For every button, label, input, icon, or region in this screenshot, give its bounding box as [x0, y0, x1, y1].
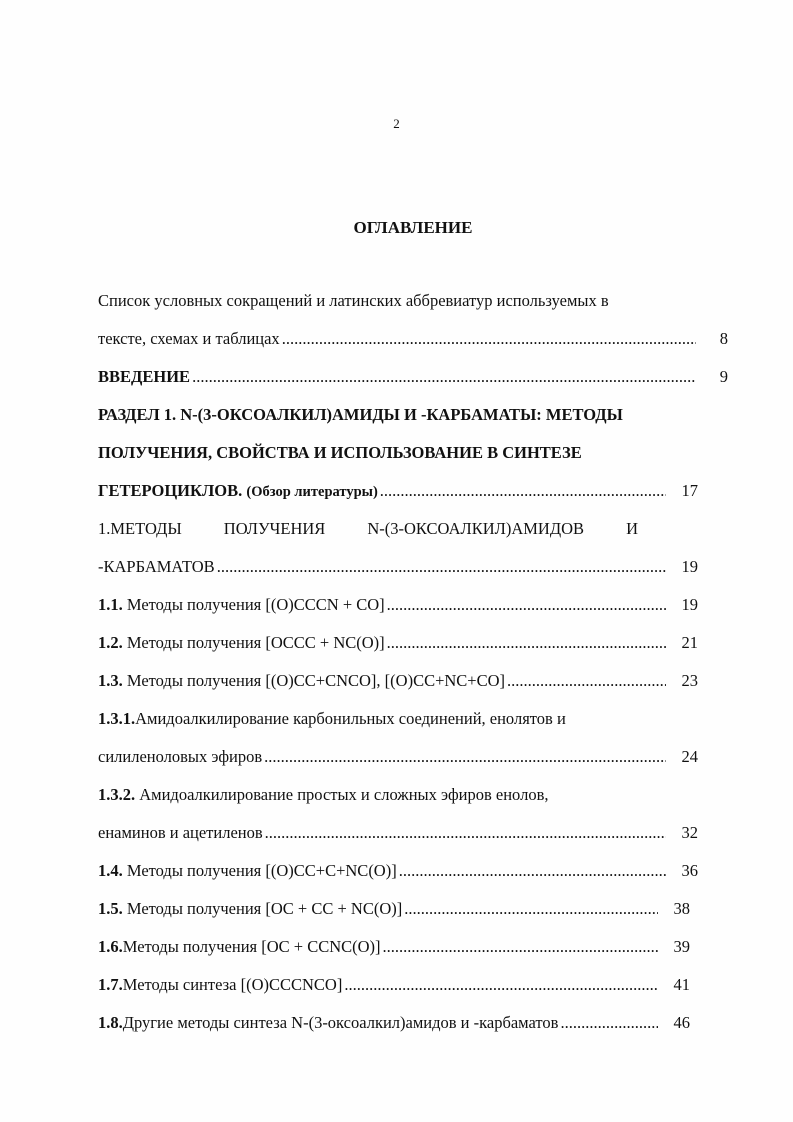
dot-leader	[399, 852, 666, 890]
toc-entry-text: Методы получения [OC + CC + NC(O)]	[126, 899, 403, 918]
word: N-(3-ОКСОАЛКИЛ)АМИДОВ	[367, 519, 585, 538]
word: И	[626, 519, 638, 538]
toc-entry-number: 1.5.	[98, 899, 123, 918]
toc-entry-1-6[interactable]	[98, 928, 690, 966]
toc-entry-page: 8	[719, 329, 728, 348]
toc-entry-1-3[interactable]	[98, 662, 698, 700]
toc-entry-section1-line1: РАЗДЕЛ 1. N-(3-ОКСОАЛКИЛ)АМИДЫ И -КАРБАМАТЫ: МЕТОДЫ	[98, 405, 623, 424]
toc-entry-1-7[interactable]	[98, 966, 690, 1004]
toc-entry-page: 36	[681, 861, 698, 880]
toc-entry-text-bold: ГЕТЕРОЦИКЛОВ.	[98, 481, 243, 500]
toc-entry-text: (Обзор литературы)	[246, 484, 378, 500]
dot-leader	[383, 928, 658, 966]
toc-entry-text-line1: Амидоалкилирование простых и сложных эфиров енолов,	[139, 785, 549, 804]
toc-entry-text: ВВЕДЕНИЕ	[98, 367, 191, 386]
toc-entry-text: Методы получения [(O)CCCN + CO]	[126, 595, 385, 614]
toc-entry-number: 1.2.	[98, 633, 123, 652]
toc-entry-text: силиленоловых эфиров	[98, 747, 263, 766]
toc-entry-number: 1.6.	[98, 937, 123, 956]
toc-entry-section1[interactable]	[98, 472, 698, 510]
dot-leader	[282, 320, 696, 358]
toc-entry-page: 21	[681, 633, 698, 652]
word: ПОЛУЧЕНИЯ	[223, 519, 326, 538]
dot-leader	[264, 738, 666, 776]
dot-leader	[192, 358, 696, 396]
toc-entry-page: 32	[681, 823, 698, 842]
toc-entry-number: 1.8.	[98, 1013, 123, 1032]
dot-leader	[217, 548, 666, 586]
toc-entry-number: 1.3.2.	[98, 785, 136, 804]
page-title: ОГЛАВЛЕНИЕ	[353, 218, 473, 237]
dot-leader	[344, 966, 658, 1004]
toc-entry-1-4[interactable]	[98, 852, 698, 890]
page-number: 2	[393, 116, 400, 131]
toc-entry-text: енаминов и ацетиленов	[98, 823, 263, 842]
toc-entry-text: Методы получения [OCCC + NC(O)]	[126, 633, 385, 652]
toc-entry-1-3-2-line1	[98, 776, 728, 814]
toc-entry-number: 1.7.	[98, 975, 123, 994]
toc-entry-page: 39	[673, 937, 690, 956]
toc-entry-number: 1.3.1.	[98, 709, 136, 728]
toc-entry-section1-line2: ПОЛУЧЕНИЯ, СВОЙСТВА И ИСПОЛЬЗОВАНИЕ В СИНТЕЗЕ	[98, 443, 582, 462]
toc-entry-text: Методы получения [(O)CC+C+NC(O)]	[126, 861, 397, 880]
table-of-contents	[98, 282, 728, 1042]
toc-entry-page: 46	[673, 1013, 690, 1032]
toc-entry-page: 9	[719, 367, 728, 386]
toc-entry-1-8[interactable]	[98, 1004, 690, 1042]
toc-entry-1-2[interactable]	[98, 624, 698, 662]
toc-entry-methods-line1	[98, 510, 638, 548]
toc-entry-1-3-1[interactable]	[98, 738, 698, 776]
dot-leader	[560, 1004, 658, 1042]
toc-entry-1-5[interactable]	[98, 890, 690, 928]
toc-entry-page: 23	[681, 671, 698, 690]
toc-entry-page: 17	[681, 481, 698, 500]
dot-leader	[265, 814, 666, 852]
toc-entry-number: 1.3.	[98, 671, 123, 690]
toc-entry-1-3-1-line1	[98, 700, 728, 738]
toc-entry-text-line1: Амидоалкилирование карбонильных соединений, енолятов и	[135, 709, 566, 728]
toc-entry-page: 24	[681, 747, 698, 766]
dot-leader	[380, 472, 666, 510]
toc-entry-text: Методы синтеза [(O)CCCNCO]	[122, 975, 343, 994]
toc-entry-introduction[interactable]	[98, 358, 728, 396]
toc-entry-page: 19	[681, 557, 698, 576]
dot-leader	[404, 890, 658, 928]
toc-entry-abbrev[interactable]	[98, 320, 728, 358]
toc-entry-text: Методы получения [OC + CCNC(O)]	[122, 937, 381, 956]
toc-entry-text: -КАРБАМАТОВ	[98, 557, 215, 576]
toc-entry-text: Методы получения [(O)CC+CNCO], [(O)CC+NC+CO]	[126, 671, 506, 690]
toc-entry-1-1[interactable]	[98, 586, 698, 624]
dot-leader	[507, 662, 666, 700]
toc-entry-text: тексте, схемах и таблицах	[98, 329, 280, 348]
toc-entry-page: 41	[673, 975, 690, 994]
toc-entry-page: 19	[681, 595, 698, 614]
dot-leader	[387, 586, 666, 624]
toc-entry-1-3-2[interactable]	[98, 814, 698, 852]
word: 1.МЕТОДЫ	[98, 519, 182, 538]
toc-entry-text: Другие методы синтеза N-(3-оксоалкил)амидов и -карбаматов	[122, 1013, 559, 1032]
toc-entry-methods[interactable]	[98, 548, 698, 586]
toc-entry-number: 1.4.	[98, 861, 123, 880]
dot-leader	[387, 624, 666, 662]
toc-entry-abbrev-line1: Список условных сокращений и латинских аббревиатур используемых в	[98, 291, 609, 310]
toc-entry-page: 38	[673, 899, 690, 918]
toc-entry-number: 1.1.	[98, 595, 123, 614]
